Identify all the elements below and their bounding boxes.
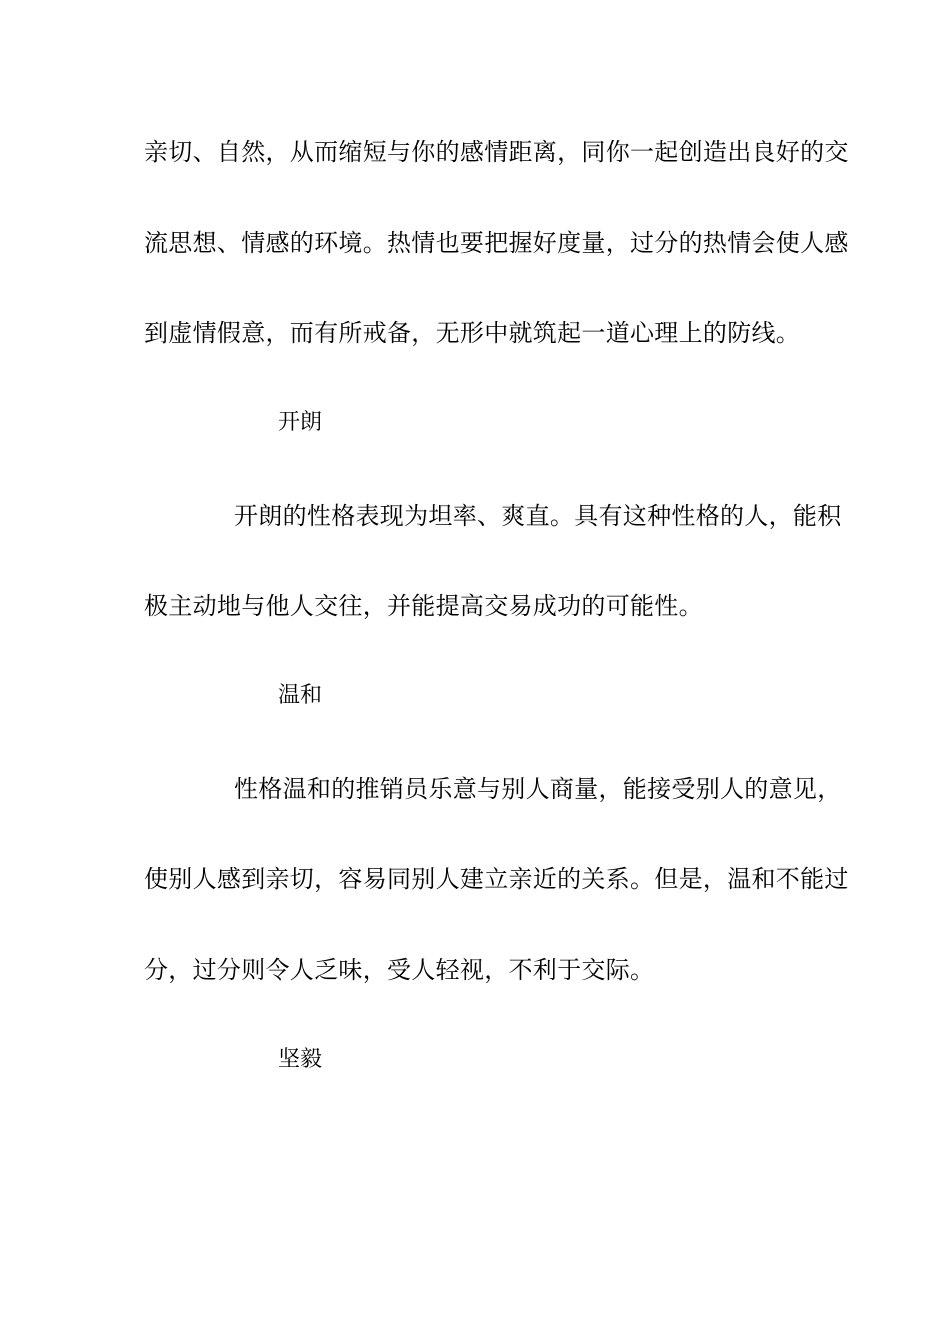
paragraph-line: 使别人感到亲切，容易同别人建立亲近的关系。但是，温和不能过	[144, 865, 849, 893]
paragraph-line: 到虚情假意，而有所戒备，无形中就筑起一道心理上的防线。	[144, 319, 801, 347]
paragraph-line: 分，过分则令人乏味，受人轻视，不利于交际。	[144, 956, 655, 984]
paragraph-line: 流思想、情感的环境。热情也要把握好度量，过分的热情会使人感	[144, 229, 849, 257]
paragraph-line: 亲切、自然，从而缩短与你的感情距离，同你一起创造出良好的交	[144, 138, 849, 166]
paragraph-line: 开朗的性格表现为坦率、爽直。具有这种性格的人，能积	[234, 502, 842, 530]
section-heading-jianyi: 坚毅	[278, 1047, 323, 1072]
section-heading-wenhe: 温和	[278, 683, 323, 708]
section-heading-kailang: 开朗	[278, 410, 323, 435]
paragraph-line: 极主动地与他人交往，并能提高交易成功的可能性。	[144, 592, 703, 620]
paragraph-line: 性格温和的推销员乐意与别人商量，能接受别人的意见，	[234, 775, 842, 803]
